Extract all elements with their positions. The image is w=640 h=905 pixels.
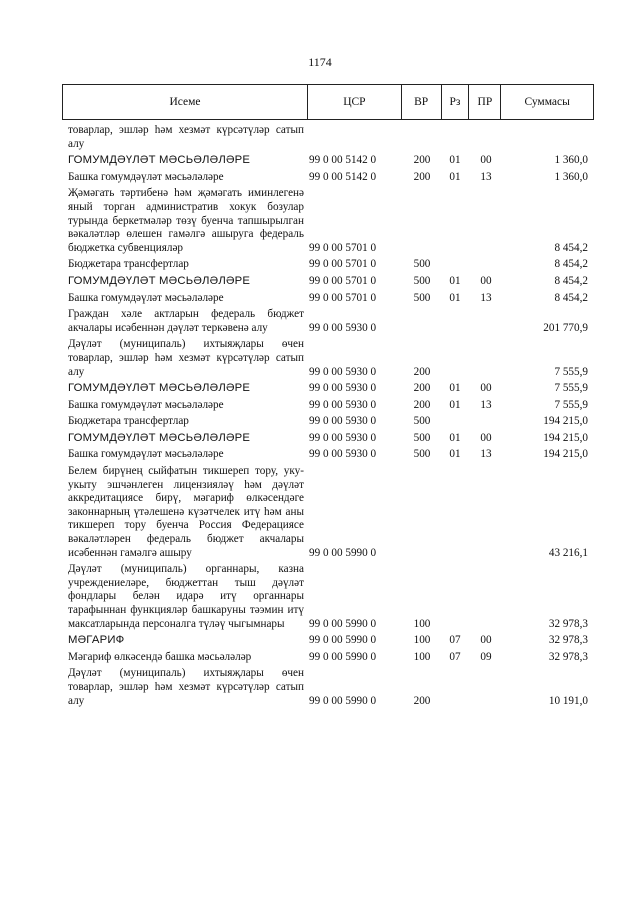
table-row bbox=[68, 275, 588, 289]
cell-name: ГОМУМДӘҮЛӘТ МӘСЬӘЛӘЛӘРЕ bbox=[68, 154, 251, 167]
cell-sum: 8 454,2 bbox=[554, 241, 588, 254]
cell-pr: 00 bbox=[480, 634, 492, 647]
cell-vr: 500 bbox=[413, 274, 431, 287]
cell-rz: 01 bbox=[449, 274, 461, 287]
cell-csr: 99 0 00 5990 0 bbox=[309, 634, 377, 647]
cell-name: Башка гомумдәүләт мәсьәләләре bbox=[68, 448, 224, 461]
cell-name: Дәүләт (муниципаль) ихтыяҗлары өчен товарлар, эшләр һәм хезмәт күрсәтүләр сатып алу bbox=[68, 667, 304, 707]
table-row bbox=[68, 465, 588, 560]
cell-sum: 194 215,0 bbox=[543, 415, 588, 428]
cell-csr: 99 0 00 5701 0 bbox=[309, 241, 377, 254]
cell-csr: 99 0 00 5930 0 bbox=[309, 415, 377, 428]
table-row bbox=[68, 415, 588, 429]
cell-pr: 00 bbox=[480, 431, 492, 444]
cell-csr: 99 0 00 5990 0 bbox=[309, 617, 377, 630]
cell-rz: 01 bbox=[449, 431, 461, 444]
table-row bbox=[68, 292, 588, 306]
table-row bbox=[68, 432, 588, 446]
cell-csr: 99 0 00 5930 0 bbox=[309, 321, 377, 334]
cell-vr: 100 bbox=[413, 617, 431, 630]
cell-pr: 09 bbox=[480, 650, 492, 663]
cell-name: МӘГАРИФ bbox=[68, 634, 125, 647]
cell-csr: 99 0 00 5930 0 bbox=[309, 382, 377, 395]
cell-vr: 100 bbox=[413, 650, 431, 663]
cell-csr: 99 0 00 5930 0 bbox=[309, 365, 377, 378]
cell-vr: 500 bbox=[413, 448, 431, 461]
cell-name: товарлар, эшләр һәм хезмәт күрсәтүләр сатып алу bbox=[68, 124, 304, 150]
cell-sum: 7 555,9 bbox=[554, 382, 588, 395]
cell-name: ГОМУМДӘҮЛӘТ МӘСЬӘЛӘЛӘРЕ bbox=[68, 274, 251, 287]
table-row bbox=[68, 308, 588, 335]
cell-csr: 99 0 00 5701 0 bbox=[309, 258, 377, 271]
cell-vr: 500 bbox=[413, 291, 431, 304]
header-pr: ПР bbox=[469, 85, 501, 119]
cell-sum: 8 454,2 bbox=[554, 274, 588, 287]
table-row bbox=[68, 634, 588, 648]
cell-vr: 100 bbox=[413, 634, 431, 647]
header-vr: ВР bbox=[402, 85, 442, 119]
table-row bbox=[68, 667, 588, 708]
cell-sum: 7 555,9 bbox=[554, 365, 588, 378]
cell-name: ГОМУМДӘҮЛӘТ МӘСЬӘЛӘЛӘРЕ bbox=[68, 431, 251, 444]
cell-sum: 32 978,3 bbox=[548, 634, 588, 647]
cell-csr: 99 0 00 5930 0 bbox=[309, 398, 377, 411]
table-row bbox=[68, 187, 588, 255]
cell-vr: 500 bbox=[413, 258, 431, 271]
cell-rz: 01 bbox=[449, 382, 461, 395]
table-row bbox=[68, 382, 588, 396]
cell-name: ГОМУМДӘҮЛӘТ МӘСЬӘЛӘЛӘРЕ bbox=[68, 382, 251, 395]
table-row bbox=[68, 399, 588, 413]
cell-csr: 99 0 00 5990 0 bbox=[309, 546, 377, 559]
cell-csr: 99 0 00 5142 0 bbox=[309, 170, 377, 183]
cell-pr: 13 bbox=[480, 170, 492, 183]
table-body bbox=[68, 124, 588, 711]
table-row bbox=[68, 448, 588, 462]
cell-rz: 07 bbox=[449, 650, 461, 663]
cell-name: Бюджетара трансфертлар bbox=[68, 258, 189, 271]
header-csr: ЦСР bbox=[308, 85, 402, 119]
cell-sum: 201 770,9 bbox=[543, 321, 588, 334]
cell-rz: 01 bbox=[449, 448, 461, 461]
header-name: Исеме bbox=[63, 85, 308, 119]
table-header bbox=[62, 84, 594, 120]
cell-name: Граждан хәле актларын федераль бюджет акчалары исәбеннән дәүләт теркәвенә алу bbox=[68, 308, 304, 334]
cell-vr: 200 bbox=[413, 170, 431, 183]
cell-rz: 01 bbox=[449, 154, 461, 167]
cell-csr: 99 0 00 5930 0 bbox=[309, 431, 377, 444]
cell-csr: 99 0 00 5142 0 bbox=[309, 154, 377, 167]
cell-sum: 7 555,9 bbox=[554, 398, 588, 411]
cell-name: Белем бирүнең сыйфатын тикшереп тору, уку-укыту эшчәнлеген лицензияләү һәм дәүләт аккредитациясе бирү, мәгариф өлкәсендәге законнарның үтәлешенә күзәтчелек итү һәм аны тикшереп тору буенча Россия Федерациясе вәкаләтләрен федераль бюджет акчалары исәбеннән гамәлгә ашыру bbox=[68, 465, 304, 559]
cell-pr: 00 bbox=[480, 154, 492, 167]
cell-csr: 99 0 00 5701 0 bbox=[309, 291, 377, 304]
cell-name: Бюджетара трансфертлар bbox=[68, 415, 189, 428]
cell-name: Дәүләт (муниципаль) ихтыяҗлары өчен товарлар, эшләр һәм хезмәт күрсәтүләр сатып алу bbox=[68, 338, 304, 378]
table-row bbox=[68, 124, 588, 151]
cell-vr: 200 bbox=[413, 382, 431, 395]
cell-sum: 43 216,1 bbox=[548, 546, 588, 559]
cell-name: Башка гомумдәүләт мәсьәләләре bbox=[68, 398, 224, 411]
cell-name: Башка гомумдәүләт мәсьәләләре bbox=[68, 170, 224, 183]
cell-vr: 500 bbox=[413, 431, 431, 444]
cell-csr: 99 0 00 5990 0 bbox=[309, 650, 377, 663]
header-sum: Суммасы bbox=[524, 96, 570, 108]
table-row bbox=[68, 171, 588, 185]
cell-sum: 10 191,0 bbox=[548, 694, 588, 707]
cell-csr: 99 0 00 5701 0 bbox=[309, 274, 377, 287]
cell-sum: 1 360,0 bbox=[554, 170, 588, 183]
cell-rz: 01 bbox=[449, 291, 461, 304]
cell-sum: 8 454,2 bbox=[554, 258, 588, 271]
cell-sum: 194 215,0 bbox=[543, 431, 588, 444]
cell-pr: 13 bbox=[480, 291, 492, 304]
page-number: 1174 bbox=[308, 55, 332, 69]
cell-sum: 32 978,3 bbox=[548, 650, 588, 663]
cell-pr: 00 bbox=[480, 382, 492, 395]
table-row bbox=[68, 563, 588, 631]
cell-pr: 13 bbox=[480, 398, 492, 411]
cell-sum: 32 978,3 bbox=[548, 617, 588, 630]
cell-sum: 1 360,0 bbox=[554, 154, 588, 167]
cell-name: Җәмәгать тәртибенә һәм җәмәгать иминлегенә яный торган административ хокук бозулар турында беркетмәләр төзү буенча тапшырылган вәкаләтләр өлешен гамәлгә ашыруга федераль бюджетка субвенцияләр bbox=[68, 187, 304, 254]
header-rz: Рз bbox=[442, 85, 470, 119]
cell-name: Башка гомумдәүләт мәсьәләләре bbox=[68, 291, 224, 304]
cell-csr: 99 0 00 5930 0 bbox=[309, 448, 377, 461]
cell-vr: 200 bbox=[413, 365, 431, 378]
cell-vr: 200 bbox=[413, 154, 431, 167]
cell-pr: 00 bbox=[480, 274, 492, 287]
cell-sum: 8 454,2 bbox=[554, 291, 588, 304]
cell-csr: 99 0 00 5990 0 bbox=[309, 694, 377, 707]
cell-rz: 07 bbox=[449, 634, 461, 647]
cell-name: Дәүләт (муниципаль) органнары, казна учреждениеләре, бюджеттан тыш дәүләт фондлары белән идарә итү органнары тарафыннан функцияләр башкаруны тәэмин итү максатларында персоналга түләү чыгымнары bbox=[68, 563, 304, 630]
cell-name: Мәгариф өлкәсендә башка мәсьәләләр bbox=[68, 650, 252, 663]
table-row bbox=[68, 651, 588, 665]
cell-pr: 13 bbox=[480, 448, 492, 461]
cell-sum: 194 215,0 bbox=[543, 448, 588, 461]
cell-rz: 01 bbox=[449, 398, 461, 411]
cell-rz: 01 bbox=[449, 170, 461, 183]
table-row bbox=[68, 154, 588, 168]
cell-vr: 500 bbox=[413, 415, 431, 428]
table-row bbox=[68, 258, 588, 272]
cell-vr: 200 bbox=[413, 398, 431, 411]
table-row bbox=[68, 338, 588, 379]
cell-vr: 200 bbox=[413, 694, 431, 707]
